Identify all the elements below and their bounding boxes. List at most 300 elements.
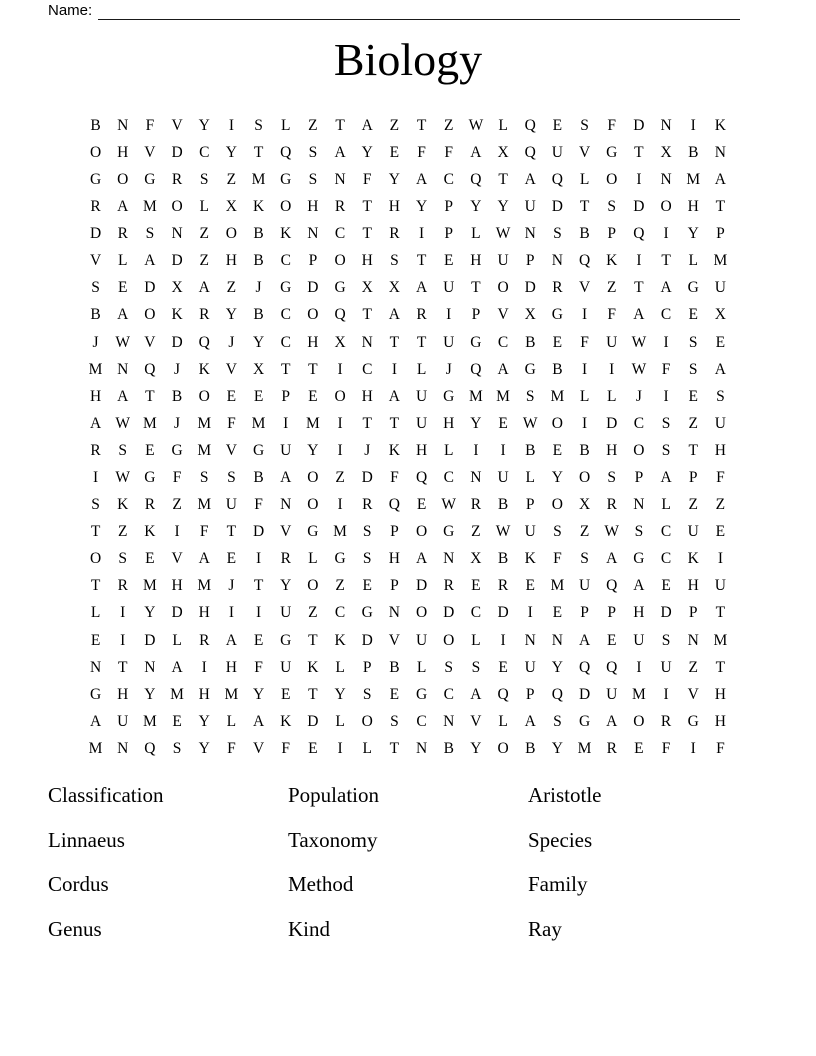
- grid-cell: G: [144, 170, 156, 188]
- grid-cell: A: [334, 143, 346, 161]
- grid-cell: F: [254, 496, 263, 514]
- grid-cell: G: [687, 279, 699, 297]
- word-item: Aristotle: [528, 783, 602, 807]
- grid-cell: O: [633, 441, 645, 459]
- grid-cell: S: [118, 550, 128, 568]
- grid-cell: S: [444, 658, 454, 676]
- grid-cell: F: [444, 143, 454, 161]
- grid-cell: D: [660, 604, 672, 622]
- grid-cell: Y: [551, 469, 563, 487]
- grid-cell: E: [145, 550, 155, 568]
- grid-cell: V: [171, 550, 183, 568]
- grid-cell: P: [444, 198, 454, 216]
- grid-cell: F: [145, 116, 155, 134]
- grid-cell: J: [174, 414, 181, 432]
- grid-cell: N: [280, 496, 292, 514]
- grid-cell: R: [90, 198, 101, 216]
- grid-cell: O: [633, 712, 645, 730]
- grid-cell: J: [174, 360, 181, 378]
- grid-cell: L: [308, 550, 318, 568]
- grid-cell: C: [443, 685, 454, 703]
- grid-cell: I: [663, 685, 669, 703]
- grid-cell: Q: [578, 252, 591, 270]
- grid-cell: W: [441, 496, 457, 514]
- grid-cell: M: [632, 685, 646, 703]
- grid-cell: U: [524, 523, 536, 541]
- grid-cell: A: [252, 712, 265, 730]
- grid-cell: I: [228, 604, 234, 622]
- grid-cell: I: [120, 604, 126, 622]
- grid-cell: E: [308, 387, 318, 405]
- grid-cell: U: [551, 143, 563, 161]
- grid-cell: D: [578, 685, 591, 703]
- grid-cell: V: [225, 360, 237, 378]
- grid-cell: H: [198, 604, 210, 622]
- grid-cell: L: [498, 116, 508, 134]
- grid-cell: Y: [225, 143, 237, 161]
- grid-cell: A: [198, 550, 210, 568]
- grid-cell: V: [470, 712, 482, 730]
- grid-cell: W: [631, 360, 647, 378]
- grid-cell: X: [225, 198, 237, 216]
- grid-cell: Y: [551, 658, 563, 676]
- grid-cell: Z: [308, 116, 318, 134]
- grid-cell: K: [606, 252, 618, 270]
- grid-cell: N: [551, 631, 563, 649]
- grid-cell: G: [307, 523, 319, 541]
- word-item: Population: [288, 783, 380, 807]
- grid-cell: H: [198, 685, 210, 703]
- grid-cell: F: [281, 739, 291, 757]
- grid-cell: E: [715, 523, 726, 541]
- grid-cell: I: [636, 252, 642, 270]
- grid-cell: U: [633, 631, 645, 649]
- grid-cell: L: [607, 387, 617, 405]
- grid-cell: O: [89, 550, 102, 568]
- grid-cell: C: [470, 604, 482, 622]
- grid-cell: M: [713, 631, 728, 649]
- grid-cell: R: [199, 631, 210, 649]
- grid-cell: X: [578, 496, 591, 514]
- word-search-grid: [82, 112, 734, 762]
- grid-cell: B: [90, 306, 101, 324]
- grid-cell: F: [362, 170, 372, 188]
- grid-cell: R: [144, 496, 156, 514]
- grid-cell: H: [714, 441, 726, 459]
- grid-cell: I: [581, 306, 588, 324]
- word-item: Linnaeus: [48, 827, 125, 852]
- grid-cell: I: [337, 739, 343, 757]
- grid-cell: L: [471, 225, 481, 243]
- grid-cell: R: [171, 170, 183, 188]
- grid-cell: F: [390, 469, 399, 487]
- grid-cell: C: [334, 604, 346, 622]
- grid-cell: T: [471, 279, 481, 297]
- grid-cell: S: [362, 550, 372, 568]
- grid-cell: A: [633, 306, 645, 324]
- grid-cell: N: [470, 469, 482, 487]
- grid-cell: N: [388, 604, 400, 622]
- grid-cell: B: [579, 225, 590, 243]
- grid-cell: O: [551, 414, 563, 432]
- grid-cell: E: [90, 631, 101, 649]
- grid-cell: M: [550, 577, 565, 595]
- grid-cell: D: [171, 333, 183, 351]
- grid-cell: Q: [551, 170, 563, 188]
- grid-cell: A: [89, 414, 102, 432]
- grid-cell: C: [280, 333, 291, 351]
- grid-cell: E: [688, 387, 698, 405]
- grid-cell: E: [172, 712, 182, 730]
- grid-cell: F: [716, 469, 725, 487]
- grid-cell: L: [362, 739, 372, 757]
- grid-cell: G: [443, 523, 455, 541]
- grid-cell: E: [444, 252, 454, 270]
- grid-cell: P: [308, 252, 318, 270]
- grid-cell: Q: [388, 496, 400, 514]
- grid-cell: H: [687, 577, 699, 595]
- grid-cell: I: [418, 225, 425, 243]
- grid-cell: N: [633, 496, 645, 514]
- grid-cell: F: [553, 550, 562, 568]
- grid-cell: S: [661, 631, 671, 649]
- grid-cell: C: [199, 143, 210, 161]
- grid-cell: L: [172, 631, 182, 649]
- name-row: [48, 1, 740, 20]
- grid-cell: Q: [334, 306, 346, 324]
- grid-cell: M: [251, 170, 266, 188]
- grid-cell: M: [686, 170, 701, 188]
- grid-cell: D: [307, 279, 319, 297]
- grid-cell: S: [688, 360, 698, 378]
- grid-cell: W: [522, 414, 538, 432]
- grid-cell: R: [416, 306, 427, 324]
- grid-cell: H: [171, 577, 183, 595]
- grid-cell: E: [661, 577, 671, 595]
- word-list-column: [288, 783, 528, 961]
- grid-cell: O: [578, 469, 591, 487]
- grid-cell: H: [225, 252, 237, 270]
- grid-cell: U: [714, 414, 726, 432]
- grid-cell: E: [498, 414, 508, 432]
- grid-cell: E: [226, 550, 237, 568]
- grid-cell: G: [361, 604, 373, 622]
- grid-cell: G: [252, 441, 265, 459]
- grid-cell: I: [663, 333, 669, 351]
- grid-cell: S: [362, 685, 372, 703]
- grid-cell: V: [578, 143, 591, 161]
- grid-cell: N: [117, 739, 129, 757]
- grid-cell: Y: [144, 604, 156, 622]
- grid-cell: I: [609, 360, 615, 378]
- grid-cell: R: [280, 550, 291, 568]
- grid-cell: I: [337, 360, 343, 378]
- grid-cell: L: [118, 252, 128, 270]
- grid-cell: L: [444, 441, 454, 459]
- grid-cell: X: [470, 550, 482, 568]
- grid-cell: Y: [225, 306, 237, 324]
- grid-cell: B: [497, 550, 509, 568]
- grid-cell: D: [144, 279, 156, 297]
- grid-cell: Y: [415, 198, 428, 216]
- grid-cell: L: [335, 658, 345, 676]
- grid-cell: K: [171, 306, 183, 324]
- grid-cell: D: [443, 604, 455, 622]
- grid-cell: B: [552, 360, 563, 378]
- grid-cell: E: [634, 739, 644, 757]
- grid-cell: S: [553, 712, 562, 730]
- grid-cell: S: [471, 658, 481, 676]
- grid-cell: E: [416, 496, 427, 514]
- grid-cell: K: [144, 523, 156, 541]
- grid-cell: F: [199, 523, 209, 541]
- word-item: Genus: [48, 916, 102, 941]
- grid-cell: F: [172, 469, 182, 487]
- grid-cell: L: [525, 469, 535, 487]
- grid-cell: A: [388, 387, 400, 405]
- grid-cell: D: [633, 198, 645, 216]
- grid-cell: C: [280, 252, 291, 270]
- grid-cell: A: [606, 712, 618, 730]
- grid-cell: U: [524, 198, 536, 216]
- grid-cell: S: [254, 116, 263, 134]
- grid-cell: L: [416, 360, 427, 378]
- grid-cell: D: [171, 252, 183, 270]
- grid-cell: N: [171, 225, 183, 243]
- grid-cell: L: [416, 658, 427, 676]
- grid-cell: D: [171, 604, 183, 622]
- grid-cell: M: [170, 685, 184, 703]
- grid-cell: O: [307, 469, 319, 487]
- grid-cell: M: [577, 739, 592, 757]
- grid-cell: F: [227, 739, 236, 757]
- grid-cell: K: [117, 496, 129, 514]
- grid-cell: K: [198, 360, 210, 378]
- grid-cell: G: [524, 360, 536, 378]
- grid-cell: O: [334, 387, 346, 405]
- name-fill-in-line[interactable]: [98, 3, 740, 20]
- grid-cell: S: [390, 712, 399, 730]
- grid-cell: C: [660, 523, 672, 541]
- grid-cell: L: [281, 116, 291, 134]
- grid-cell: I: [581, 414, 588, 432]
- grid-cell: Z: [579, 523, 590, 541]
- grid-cell: T: [634, 279, 644, 297]
- grid-cell: S: [553, 523, 562, 541]
- grid-cell: J: [635, 387, 642, 405]
- grid-cell: K: [687, 550, 699, 568]
- grid-cell: W: [495, 523, 511, 541]
- grid-cell: T: [118, 658, 128, 676]
- grid-cell: S: [199, 469, 209, 487]
- grid-cell: D: [606, 414, 618, 432]
- grid-cell: U: [415, 631, 428, 649]
- grid-cell: E: [471, 577, 481, 595]
- grid-cell: G: [171, 441, 183, 459]
- grid-cell: V: [687, 685, 699, 703]
- grid-cell: L: [579, 170, 590, 188]
- grid-cell: I: [337, 441, 343, 459]
- grid-cell: S: [308, 143, 318, 161]
- grid-cell: H: [361, 252, 373, 270]
- grid-cell: M: [143, 577, 157, 595]
- grid-cell: T: [389, 739, 400, 757]
- grid-cell: Q: [578, 658, 591, 676]
- grid-cell: E: [552, 604, 563, 622]
- grid-cell: T: [362, 414, 372, 432]
- grid-cell: F: [417, 143, 426, 161]
- grid-cell: U: [714, 279, 726, 297]
- grid-cell: B: [497, 496, 509, 514]
- grid-cell: I: [717, 550, 723, 568]
- grid-cell: H: [415, 441, 428, 459]
- grid-cell: N: [660, 170, 672, 188]
- grid-cell: M: [713, 252, 728, 270]
- grid-cell: A: [415, 550, 428, 568]
- grid-cell: Q: [633, 225, 645, 243]
- grid-cell: Z: [172, 496, 182, 514]
- grid-cell: I: [690, 116, 696, 134]
- grid-cell: H: [307, 333, 319, 351]
- grid-cell: Y: [307, 441, 319, 459]
- grid-cell: W: [604, 523, 620, 541]
- grid-cell: E: [308, 739, 318, 757]
- grid-cell: I: [201, 658, 207, 676]
- grid-cell: M: [333, 523, 347, 541]
- grid-cell: B: [253, 252, 264, 270]
- grid-cell: W: [115, 333, 131, 351]
- grid-cell: S: [390, 252, 399, 270]
- grid-cell: H: [714, 685, 726, 703]
- grid-cell: Z: [607, 279, 617, 297]
- grid-cell: O: [415, 523, 428, 541]
- grid-cell: B: [253, 306, 264, 324]
- grid-cell: N: [524, 225, 536, 243]
- grid-cell: I: [120, 631, 126, 649]
- grid-cell: N: [714, 143, 726, 161]
- grid-cell: J: [228, 577, 235, 595]
- grid-cell: S: [118, 441, 128, 459]
- grid-cell: H: [307, 198, 319, 216]
- grid-cell: Y: [361, 143, 373, 161]
- grid-cell: Y: [687, 225, 699, 243]
- grid-cell: V: [252, 739, 265, 757]
- grid-cell: U: [606, 333, 618, 351]
- grid-cell: O: [307, 306, 319, 324]
- grid-cell: T: [688, 441, 698, 459]
- grid-cell: K: [252, 198, 265, 216]
- grid-cell: Q: [524, 116, 536, 134]
- grid-cell: S: [661, 441, 671, 459]
- grid-cell: C: [633, 414, 645, 432]
- grid-cell: A: [633, 577, 645, 595]
- grid-cell: A: [714, 170, 726, 188]
- grid-cell: F: [607, 116, 617, 134]
- grid-cell: P: [525, 685, 535, 703]
- grid-cell: D: [415, 577, 428, 595]
- grid-cell: Z: [389, 116, 400, 134]
- grid-cell: L: [471, 631, 481, 649]
- grid-cell: S: [145, 225, 155, 243]
- word-list-column: [528, 783, 768, 961]
- grid-cell: O: [334, 252, 346, 270]
- grid-cell: E: [498, 658, 508, 676]
- grid-cell: I: [391, 360, 397, 378]
- grid-cell: R: [334, 198, 346, 216]
- grid-cell: M: [469, 387, 483, 405]
- grid-cell: C: [362, 360, 373, 378]
- grid-cell: B: [389, 658, 400, 676]
- grid-cell: D: [633, 116, 645, 134]
- grid-cell: S: [91, 496, 100, 514]
- grid-cell: F: [661, 360, 671, 378]
- grid-cell: H: [687, 198, 699, 216]
- grid-cell: I: [337, 496, 343, 514]
- grid-cell: I: [473, 441, 479, 459]
- grid-cell: F: [580, 333, 589, 351]
- grid-cell: O: [415, 604, 428, 622]
- grid-cell: M: [197, 414, 212, 432]
- grid-cell: Z: [688, 414, 698, 432]
- grid-cell: E: [525, 577, 535, 595]
- grid-cell: O: [89, 143, 102, 161]
- grid-cell: L: [199, 198, 209, 216]
- grid-cell: E: [552, 441, 563, 459]
- grid-cell: N: [117, 360, 129, 378]
- grid-cell: G: [606, 143, 618, 161]
- grid-cell: A: [660, 279, 672, 297]
- grid-cell: G: [280, 631, 292, 649]
- grid-cell: O: [551, 496, 563, 514]
- grid-cell: Q: [470, 170, 482, 188]
- grid-cell: Q: [470, 360, 482, 378]
- grid-cell: C: [660, 550, 672, 568]
- grid-cell: A: [361, 116, 373, 134]
- grid-cell: N: [415, 739, 428, 757]
- grid-cell: Z: [226, 170, 237, 188]
- word-item: Family: [528, 872, 588, 896]
- grid-cell: T: [661, 252, 671, 270]
- grid-cell: C: [660, 306, 672, 324]
- grid-cell: T: [634, 143, 644, 161]
- grid-cell: U: [117, 712, 129, 730]
- grid-cell: C: [416, 712, 427, 730]
- grid-cell: H: [361, 387, 373, 405]
- grid-cell: Y: [252, 333, 265, 351]
- grid-cell: O: [171, 198, 183, 216]
- grid-cell: S: [661, 414, 671, 432]
- grid-cell: G: [415, 685, 428, 703]
- grid-cell: M: [496, 387, 510, 405]
- grid-cell: Z: [471, 523, 481, 541]
- grid-cell: L: [335, 712, 345, 730]
- grid-cell: L: [661, 496, 671, 514]
- grid-cell: T: [308, 685, 318, 703]
- grid-cell: W: [115, 469, 131, 487]
- grid-cell: V: [578, 279, 591, 297]
- grid-cell: U: [497, 252, 509, 270]
- word-item: Taxonomy: [288, 827, 378, 852]
- grid-cell: A: [89, 712, 102, 730]
- grid-cell: O: [280, 198, 292, 216]
- grid-cell: O: [307, 496, 319, 514]
- grid-cell: E: [253, 387, 264, 405]
- grid-cell: A: [606, 550, 618, 568]
- grid-cell: H: [714, 712, 726, 730]
- grid-cell: P: [525, 496, 535, 514]
- grid-cell: U: [524, 658, 536, 676]
- grid-cell: O: [307, 577, 319, 595]
